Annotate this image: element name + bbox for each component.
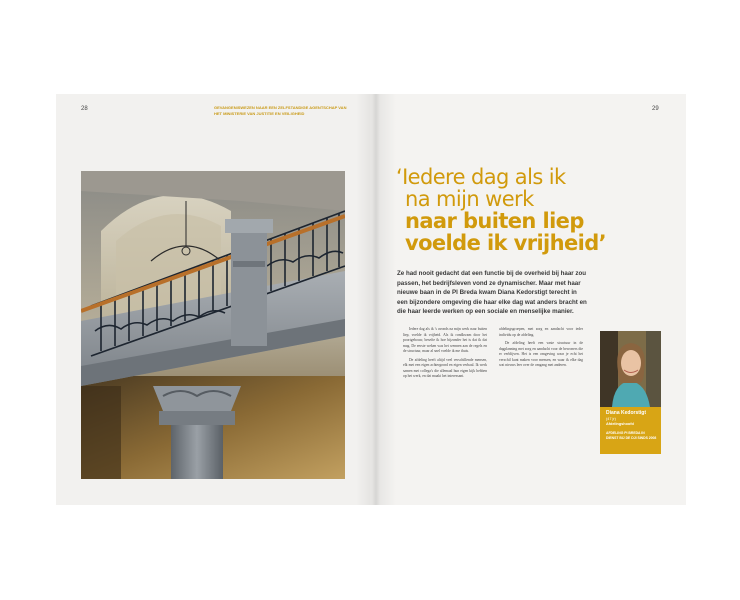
body-column-1 — [403, 327, 487, 383]
body-paragraph: Iedere dag als ik 's avonds na mijn werk naar buiten liep, voelde ik vrijheid. Als ik rondkwam door het poortgebouw, besefte ik hoe bijzonder het is dat ik dat mag. De eerste weken was het wennen aan de regels en de structuur, maar al snel voelde ik me thuis. — [403, 327, 487, 353]
body-paragraph: De afdeling heeft altijd veel verschillende mensen, elk met een eigen achtergrond en eigen verhaal. Ik werk samen met collega's die allemaal hun eigen kijk hebben op het werk, en dat maakt het interessant. — [403, 357, 487, 378]
right-page — [370, 94, 686, 505]
staircase-photo-image — [81, 171, 345, 479]
running-head: GEVANGENISWEZEN NAAR EEN ZELFSTANDIGE AGENTSCHAP VAN HET MINISTERIE VAN JUSTITIE EN VEILIGHEID — [214, 105, 347, 116]
pull-quote-line-1: ‘Iedere dag als ik — [396, 165, 566, 189]
magazine-spread — [56, 94, 686, 505]
portrait-image — [600, 331, 661, 407]
pull-quote — [396, 166, 656, 254]
caption-age: (47 jr) — [606, 417, 616, 421]
body-paragraph: De afdeling heeft een vaste structuur in de dagplanning met zorg en aandacht voor de bewoners die er verblijven. Het is een omgeving waar je echt het verschil kunt maken voor mensen, en waar ik elke dag wat nieuws leer over de omgang met anderen. — [499, 341, 583, 367]
page-number-left: 28 — [81, 106, 88, 112]
pull-quote-line-3: naar buiten liep — [405, 209, 584, 233]
portrait-photo — [600, 331, 661, 407]
pull-quote-line-4: voelde ik vrijheid’ — [405, 231, 607, 255]
left-page — [56, 94, 370, 505]
caption-box — [600, 407, 661, 454]
page-number-right: 29 — [652, 106, 659, 112]
staircase-photo — [81, 171, 345, 479]
intro-paragraph: Ze had nooit gedacht dat een functie bij de overheid bij haar zou passen, het bedrijfsleven vond ze dynamischer. Maar met haar nieuwe baan in de PI Breda kwam Diana Kedorstigt terecht in een bijzondere omgeving die haar elke dag wat anders bracht en die haar leerde werken op een sociale en menselijke manier. — [397, 270, 587, 315]
caption-name: Diana Kedorstigt — [606, 410, 647, 416]
body-column-2 — [499, 327, 583, 372]
caption-organization: AFDELING PI BREDA IN DIENST BIJ DE DJI SINDS 2008 — [606, 431, 657, 440]
caption-role: Afdelingshoofd — [606, 422, 634, 426]
pull-quote-line-2: na mijn werk — [405, 187, 534, 211]
body-paragraph: afdelingsgroepen, met zorg en aandacht voor ieder individu op de afdeling. — [499, 327, 583, 337]
